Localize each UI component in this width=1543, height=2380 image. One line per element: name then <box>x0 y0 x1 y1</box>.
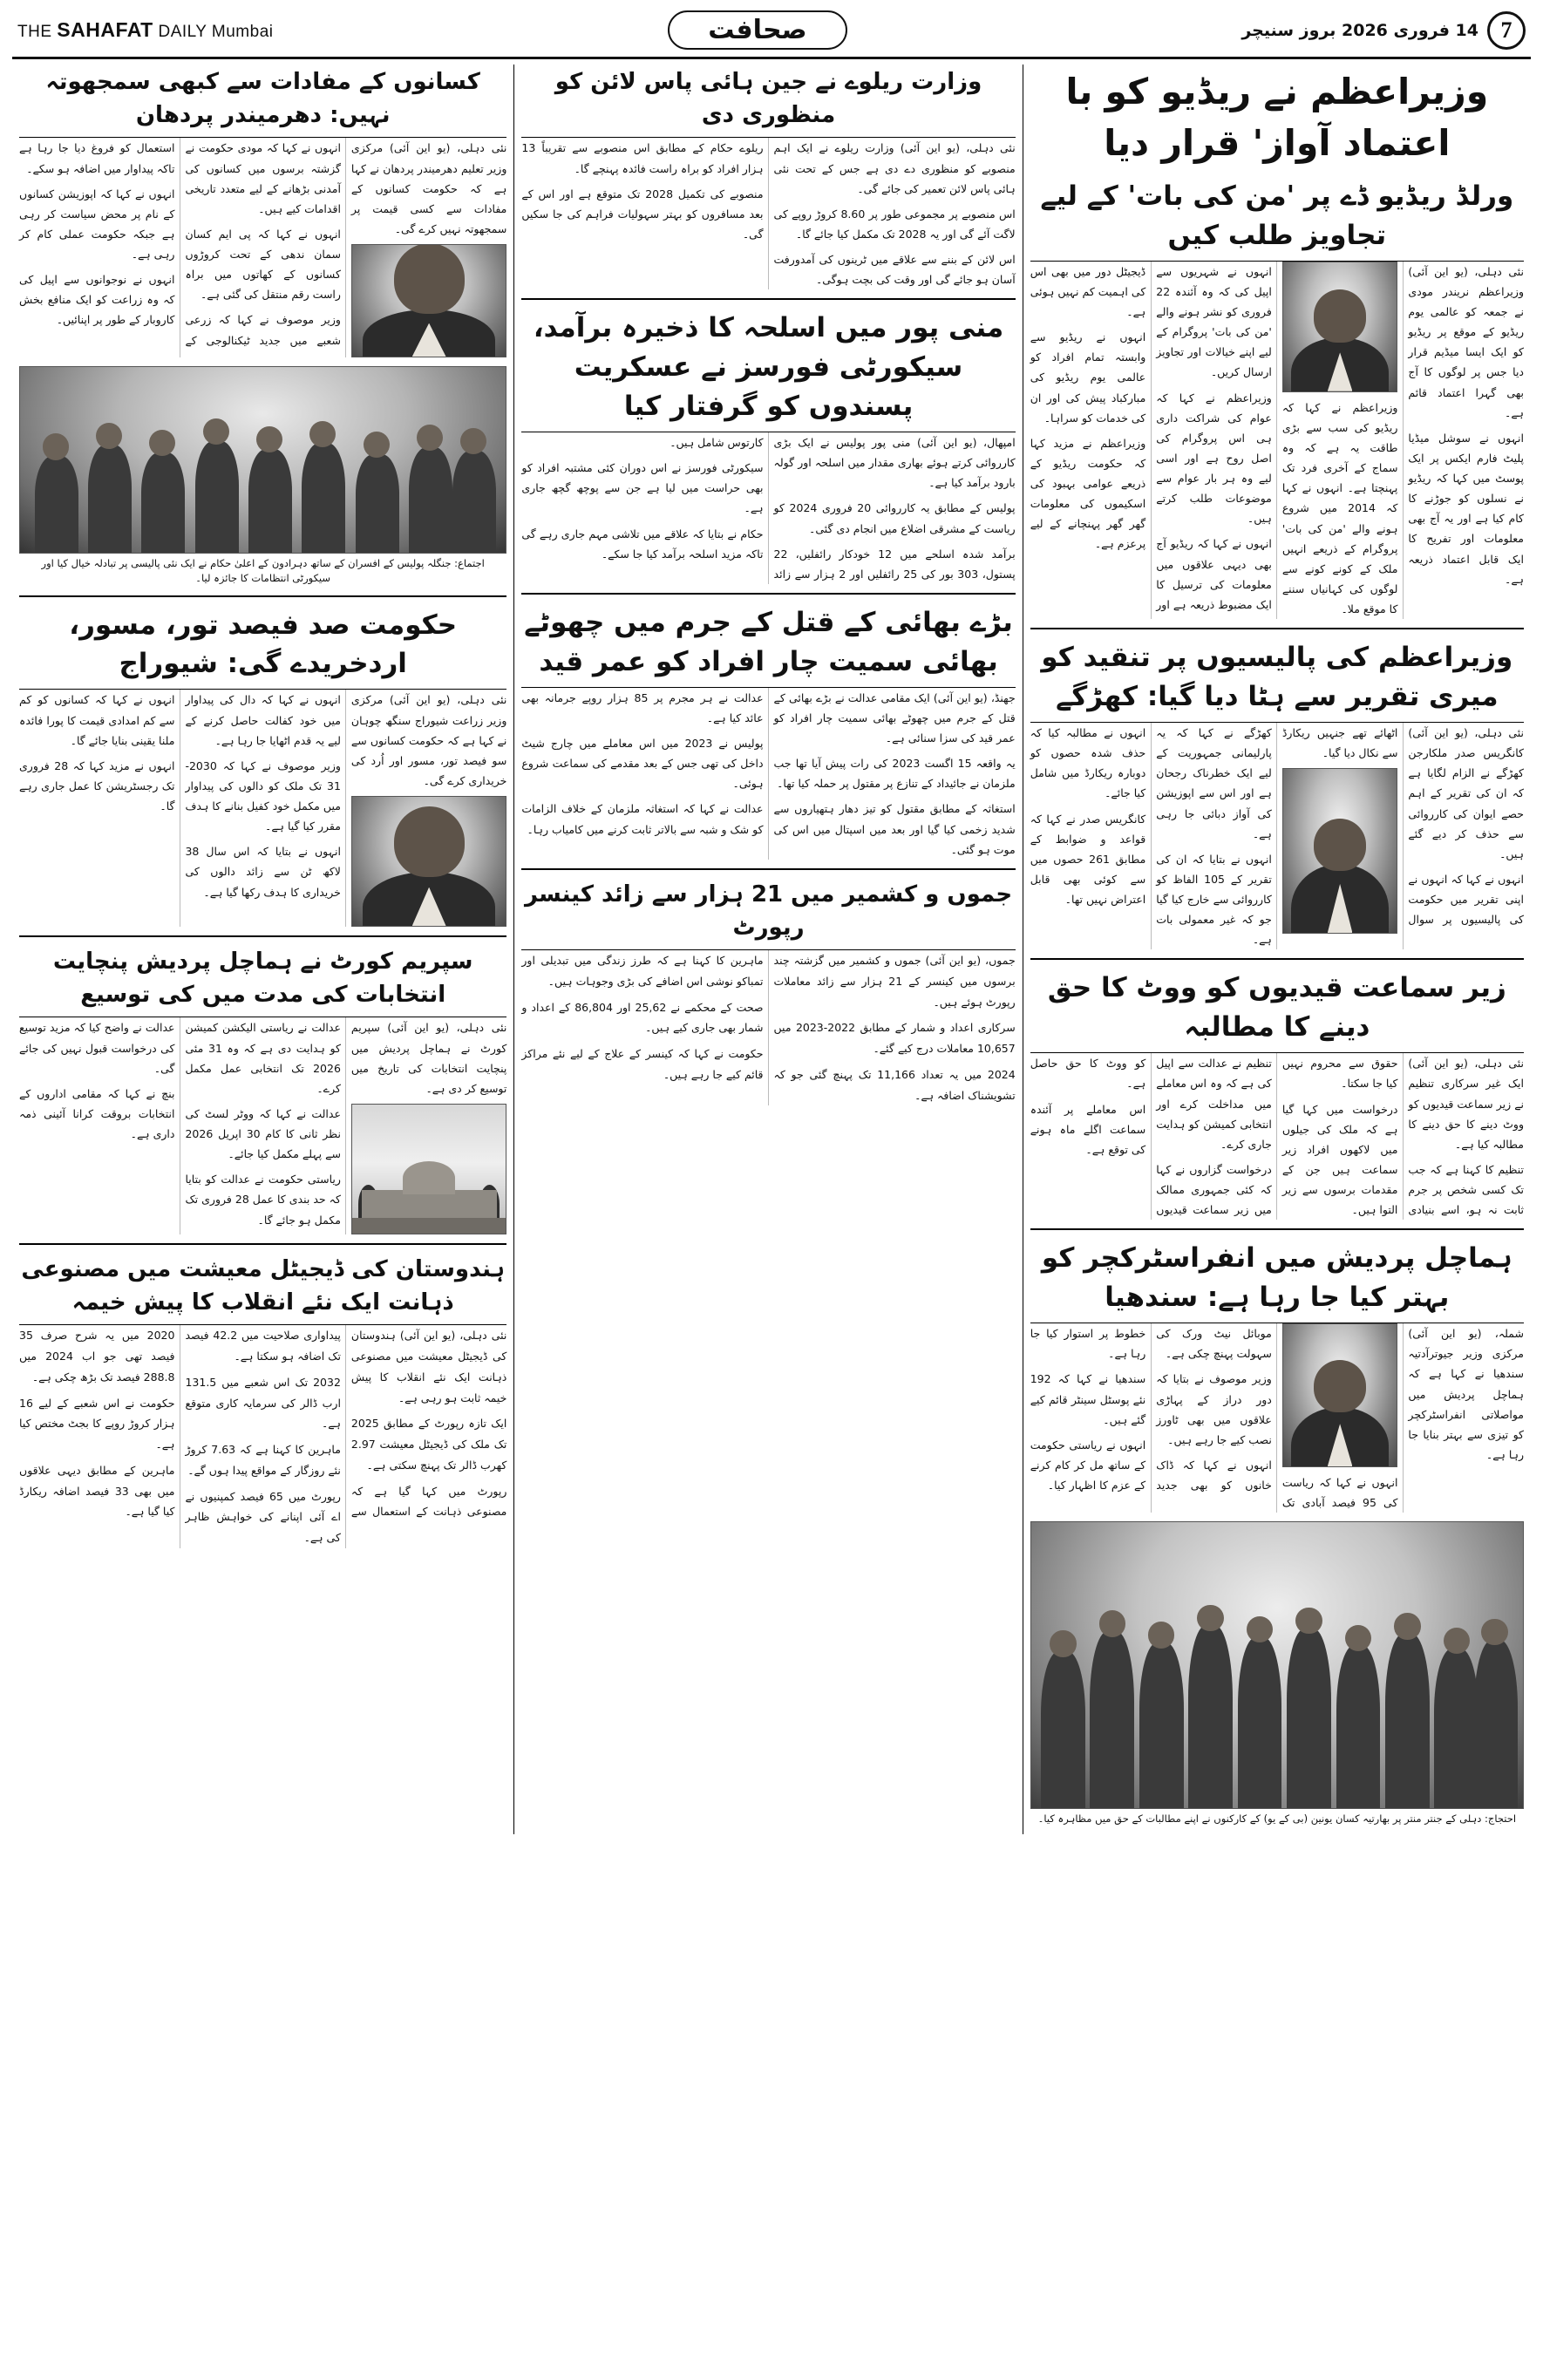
photo-modi <box>1282 262 1398 392</box>
photo-kharge-wrap <box>1282 768 1398 934</box>
para: عدالت نے ہر مجرم پر 85 ہزار روپے جرمانہ بھی عائد کیا ہے۔ <box>521 690 764 724</box>
para: تنظیم نے عدالت سے اپیل کی ہے کہ وہ اس معاملے میں مداخلت کرے اور انتخابی کمیشن کو ہدایت جاری کرے۔ <box>1156 1057 1272 1151</box>
para: نئی دہلی، (یو این آئی) ہندوستان کی ڈیجیٹل معیشت میں مصنوعی ذہانت ایک نئے انقلاب کا پیش خیمہ ثابت ہو رہی ہے۔ <box>350 1329 507 1404</box>
para: انہوں نے مطالبہ کیا کہ حذف شدہ حصوں کو دوبارہ ریکارڈ میں شامل کیا جائے۔ <box>1030 726 1146 800</box>
masthead <box>12 9 1531 59</box>
para: نئی دہلی، (یو این آئی) مرکزی وزیر زراعت شیوراج سنگھ چوہان نے کہا ہے کہ حکومت کسانوں سے سو فیصد تور، مسور اور اُرد کی خریداری کرے گی۔ <box>350 693 507 787</box>
subhead-radio: ورلڈ ریڈیو ڈے پر 'من کی بات' کے لیے تجاویز طلب کیں <box>1030 175 1524 262</box>
para: ماہرین کا کہنا ہے کہ طرز زندگی میں تبدیلی اور تمباکو نوشی اس اضافے کی بڑی وجوہات ہیں۔ <box>521 954 764 988</box>
caption-press-conf: اجتماع: جنگلہ پولیس کے افسران کے ساتھ دہرادون کے اعلیٰ حکام نے ایک نئی پالیسی پر تبادلہ خیال کیا اور سیکورٹی انتظامات کا جائزہ لیا۔ <box>41 557 485 585</box>
para: انہوں نے نوجوانوں سے اپیل کی کہ وہ زراعت کو ایک منافع بخش کاروبار کے طور پر اپنائیں۔ <box>19 273 175 327</box>
headline-kisan: کسانوں کے مفادات سے کبھی سمجھوتہ نہیں: دھرمیندر پردھان <box>19 65 506 138</box>
masthead-logo <box>668 10 846 50</box>
page-number: 7 <box>1487 11 1526 50</box>
article-prisoners <box>1030 967 1524 1220</box>
para: وزیر موصوف نے کہا کہ 2030-31 تک ملک کو دالوں کی پیداوار میں مکمل خود کفیل بنانے کا ہدف مقرر کیا گیا ہے۔ <box>185 758 341 833</box>
para: ریاستی حکومت نے عدالت کو بتایا کہ حد بندی کا عمل 28 فروری تک مکمل ہو جائے گا۔ <box>185 1173 341 1227</box>
para: رپورٹ میں 65 فیصد کمپنیوں نے اے آئی اپنانے کی خواہش ظاہر کی ہے۔ <box>185 1489 341 1544</box>
photo-protest-wrap <box>1030 1521 1524 1828</box>
article-supreme-court <box>19 944 506 1234</box>
para: وزیر موصوف نے کہا کہ زرعی شعبے میں جدید ٹیکنالوجی کے استعمال کو فروغ دیا جا رہا ہے تاکہ پیداوار میں اضافہ ہو سکے۔ <box>19 141 341 347</box>
headline-prisoners: زیر سماعت قیدیوں کو ووٹ کا حق دینے کا مطالبہ <box>1030 967 1524 1053</box>
column-left <box>12 65 513 1834</box>
para: 2024 میں یہ تعداد 11,166 تک پہنچ گئی جو کہ تشویشناک اضافہ ہے۔ <box>773 1067 1016 1102</box>
para: انہوں نے کہا کہ دال کی پیداوار میں خود کفالت حاصل کرنے کے لیے یہ قدم اٹھایا جا رہا ہے۔ <box>185 693 341 747</box>
body-murder <box>521 688 1015 860</box>
headline-jk-cancer: جموں و کشمیر میں 21 ہزار سے زائد کینسر رپورٹ <box>521 877 1015 950</box>
title-post: DAILY Mumbai <box>158 23 274 41</box>
photo-pradhan <box>351 244 506 357</box>
para: جموں، (یو این آئی) جموں و کشمیر میں گزشتہ چند برسوں میں کینسر کے 21 ہزار سے زائد معاملات رپورٹ ہوئے ہیں۔ <box>773 954 1016 1009</box>
body-supreme-court <box>19 1017 506 1234</box>
body-railway <box>521 138 1015 289</box>
para: سرکاری اعداد و شمار کے مطابق 2022-2023 میں 10,657 معاملات درج کیے گئے۔ <box>773 1021 1016 1056</box>
photo-protest <box>1030 1521 1524 1809</box>
headline-scindia: ہماچل پردیش میں انفراسٹرکچر کو بہتر کیا جا رہا ہے: سندھیا <box>1030 1237 1524 1323</box>
para: پولیس نے 2023 میں اس معاملے میں چارج شیٹ داخل کی تھی جس کے بعد مقدمے کی سماعت شروع ہوئی۔ <box>521 737 764 791</box>
para: انہوں نے ریاستی حکومت کے ساتھ مل کر کام کرنے کے عزم کا اظہار کیا۔ <box>1030 1438 1146 1492</box>
para: وزیراعظم نے کہا کہ عوام کی شراکت داری ہی اس پروگرام کی اصل روح ہے اور اسی لیے وہ ہر بار عوام سے موضوعات طلب کرتے ہیں۔ <box>1156 391 1272 526</box>
para: نئی دہلی، (یو این آئی) وزیراعظم نریندر مودی نے جمعہ کو عالمی یوم ریڈیو کے موقع پر ریڈیو کو ایک ایسا میڈیم قرار دیا جس پر لوگوں کا آج بھی گہرا اعتماد قائم ہے۔ <box>1408 264 1524 419</box>
article-murder <box>521 602 1015 860</box>
photo-shivraj-wrap <box>351 796 506 927</box>
body-kisan <box>19 138 506 357</box>
body-prisoners <box>1030 1053 1524 1220</box>
para: انہوں نے کہا کہ پی ایم کسان سمان ندھی کے تحت کروڑوں کسانوں کے کھاتوں میں براہ راست رقم منتقل کی گئی ہے۔ <box>185 227 341 302</box>
issue-date: 14 فروری 2026 بروز سنیچر <box>1241 20 1478 40</box>
body-radio <box>1030 262 1524 619</box>
article-scindia <box>1030 1237 1524 1513</box>
para: برآمد شدہ اسلحے میں 12 خودکار رائفلیں، 22 پستول، 303 بور کی 25 رائفلیں اور 2 ہزار سے زائد کارتوس شامل ہیں۔ <box>670 436 1016 581</box>
para: انہوں نے بتایا کہ ان کی تقریر کے 105 الفاظ کو کارروائی سے خارج کیا گیا جو کہ غیر معمولی بات ہے۔ <box>1156 852 1272 947</box>
title-pre: THE <box>17 23 52 41</box>
para: اس لائن کے بننے سے علاقے میں ٹرینوں کی آمدورفت آسان ہو جائے گی اور وقت کی بچت ہوگی۔ <box>773 253 1016 287</box>
para: انہوں نے کہا کہ اپوزیشن کسانوں کے نام پر محض سیاست کر رہی ہے جبکہ حکومت عملی کام کر رہی ہے۔ <box>19 187 175 261</box>
para: سندھیا نے کہا کہ 192 نئے پوسٹل سینٹر قائم کیے گئے ہیں۔ <box>1030 1372 1146 1426</box>
photo-shivraj <box>351 796 506 927</box>
photo-court-wrap <box>351 1104 506 1234</box>
para: تنظیم کا کہنا ہے کہ جب تک کسی شخص پر جرم ثابت نہ ہو، اسے بنیادی حقوق سے محروم نہیں کیا جا سکتا۔ <box>1281 1057 1524 1217</box>
body-manipur <box>521 432 1015 584</box>
para: اس منصوبے پر مجموعی طور پر 8.60 کروڑ روپے کی لاگت آئے گی اور یہ 2028 تک مکمل کیا جائے گا۔ <box>773 207 1016 241</box>
para: ایک تازہ رپورٹ کے مطابق 2025 تک ملک کی ڈیجیٹل معیشت 2.97 کھرب ڈالر تک پہنچ سکتی ہے۔ <box>350 1417 507 1472</box>
para: کھڑگے نے کہا کہ یہ پارلیمانی جمہوریت کے لیے ایک خطرناک رجحان ہے اور اس سے اپوزیشن کی آواز دبائی جا رہی ہے۔ <box>1156 726 1272 840</box>
para: انہوں نے کہا کہ ڈاک خانوں کو بھی جدید خطوط پر استوار کیا جا رہا ہے۔ <box>1030 1327 1272 1492</box>
para: انہوں نے کہا کہ ریاست کی 95 فیصد آبادی تک موبائل نیٹ ورک کی سہولت پہنچ چکی ہے۔ <box>1156 1327 1398 1510</box>
masthead-left <box>17 18 273 42</box>
para: نئی دہلی، (یو این آئی) سپریم کورٹ نے ہماچل پردیش میں پنچایت انتخابات کی تاریخ میں توسیع کر دی ہے۔ <box>350 1021 507 1095</box>
photo-modi-wrap <box>1282 262 1398 392</box>
para: انہوں نے شہریوں سے اپیل کی کہ وہ آئندہ 22 فروری کو نشر ہونے والے 'من کی بات' پروگرام کے لیے اپنے خیالات اور تجاویز ارسال کریں۔ <box>1156 264 1272 379</box>
headline-digital-economy: ہندوستان کی ڈیجیٹل معیشت میں مصنوعی ذہانت ایک نئے انقلاب کا پیش خیمہ <box>19 1252 506 1325</box>
para: رپورٹ میں کہا گیا ہے کہ مصنوعی ذہانت کے استعمال سے پیداواری صلاحیت میں 42.2 فیصد تک اضافہ ہو سکتا ہے۔ <box>185 1329 507 1519</box>
para: سیکورٹی فورسز نے اس دوران کئی مشتبہ افراد کو بھی حراست میں لیا ہے جن سے پوچھ گچھ جاری ہے۔ <box>521 461 764 515</box>
masthead-right <box>1241 11 1526 50</box>
column-right <box>1023 65 1531 1834</box>
article-jk-cancer <box>521 877 1015 1106</box>
para: استغاثہ کے مطابق مقتول کو تیز دھار ہتھیاروں سے شدید زخمی کیا گیا اور بعد میں اسپتال میں اس کی موت ہو گئی۔ <box>773 802 1016 856</box>
publication-logo: صحافت <box>668 10 846 50</box>
body-kharge <box>1030 723 1524 949</box>
publication-english-title <box>17 18 273 42</box>
headline-railway: وزارت ریلوے نے جین ہائی پاس لائن کو منظوری دی <box>521 65 1015 138</box>
para: شملہ، (یو این آئی) مرکزی وزیر جیوترآدتیہ سندھیا نے کہا ہے کہ ہماچل پردیش میں مواصلاتی انفراسٹرکچر کو تیزی سے بہتر بنایا جا رہا ہے۔ <box>1408 1327 1524 1461</box>
para: ماہرین کا کہنا ہے کہ 7.63 کروڑ نئے روزگار کے مواقع پیدا ہوں گے۔ <box>185 1443 341 1477</box>
para: عدالت نے کہا کہ استغاثہ ملزمان کے خلاف الزامات کو شک و شبہ سے بالاتر ثابت کرنے میں کامیاب رہا۔ <box>521 802 764 836</box>
headline-murder: بڑے بھائی کے قتل کے جرم میں چھوٹے بھائی سمیت چار افراد کو عمر قید <box>521 602 1015 688</box>
article-digital-economy <box>19 1252 506 1548</box>
para: نئی دہلی، (یو این آئی) ایک غیر سرکاری تنظیم نے زیر سماعت قیدیوں کو ووٹ دینے کا حق دینے کا مطالبہ کیا ہے۔ <box>1408 1057 1524 1151</box>
para: انہوں نے ریڈیو سے وابستہ تمام افراد کو عالمی یوم ریڈیو کی مبارکباد پیش کی اور ان کی خدمات کو سراہا۔ <box>1030 330 1146 425</box>
photo-kharge <box>1282 768 1398 934</box>
headline-manipur: منی پور میں اسلحہ کا ذخیرہ برآمد، سیکورٹی فورسز نے عسکریت پسندوں کو گرفتار کیا <box>521 307 1015 432</box>
para: منصوبے کی تکمیل 2028 تک متوقع ہے اور اس کے بعد مسافروں کو بہتر سہولیات فراہم کی جا سکیں گی۔ <box>521 187 764 241</box>
para: پولیس کے مطابق یہ کارروائی 20 فروری 2024 کو ریاست کے مشرقی اضلاع میں انجام دی گئی۔ <box>773 501 1016 535</box>
headline-radio: وزیراعظم نے ریڈیو کو با اعتماد آواز' قرار دیا <box>1065 71 1489 165</box>
para: انہوں نے کہا کہ کسانوں کو کم سے کم امدادی قیمت کا پورا فائدہ ملنا یقینی بنایا جائے گا۔ <box>19 693 175 747</box>
para: یہ واقعہ 15 اگست 2023 کی رات پیش آیا تھا جب ملزمان نے جائیداد کے تنازع پر مقتول پر حملہ کیا تھا۔ <box>773 757 1016 791</box>
photo-press-conf-wrap <box>19 366 506 588</box>
para: نئی دہلی، (یو این آئی) کانگریس صدر ملکارجن کھڑگے نے الزام لگایا ہے کہ ان کی تقریر کے اہم حصے ایوان کی کارروائی سے حذف کر دیے گئے ہیں۔ <box>1408 726 1524 860</box>
para: نئی دہلی، (یو این آئی) وزارت ریلوے نے ایک اہم منصوبے کو منظوری دے دی ہے جس کے تحت نئی ہائی پاس لائن تعمیر کی جائے گی۔ <box>773 141 1016 195</box>
article-radio <box>1030 65 1524 619</box>
caption-protest: احتجاج: دہلی کے جنتر منتر پر بھارتیہ کسان یونین (بی کے یو) کے کارکنوں نے اپنے مطالبات کے حق میں مظاہرہ کیا۔ <box>1037 1812 1517 1826</box>
para: وزیراعظم نے مزید کہا کہ حکومت ریڈیو کے ذریعے عوامی بہبود کی اسکیموں کی معلومات گھر گھر پہنچانے کے لیے پرعزم ہے۔ <box>1030 436 1146 551</box>
para: انہوں نے بتایا کہ اس سال 38 لاکھ ٹن سے زائد دالوں کی خریداری کا ہدف رکھا گیا ہے۔ <box>185 845 341 899</box>
column-middle <box>513 65 1022 1834</box>
para: عدالت نے کہا کہ ووٹر لسٹ کی نظر ثانی کا کام 30 اپریل 2026 سے پہلے مکمل کیا جائے۔ <box>185 1106 341 1161</box>
article-shivraj <box>19 604 506 928</box>
page-grid <box>12 65 1531 1834</box>
para: امپھال، (یو این آئی) منی پور پولیس نے ایک بڑی کارروائی کرتے ہوئے بھاری مقدار میں اسلحہ اور گولہ بارود برآمد کیا ہے۔ <box>773 436 1016 490</box>
photo-supreme-court <box>351 1104 506 1234</box>
para: حکومت نے کہا کہ کینسر کے علاج کے لیے نئے مراکز قائم کیے جا رہے ہیں۔ <box>521 1047 764 1081</box>
article-kharge <box>1030 636 1524 949</box>
para: 2020 میں یہ شرح صرف 35 فیصد تھی جو اب 2024 میں 288.8 فیصد تک بڑھ چکی ہے۔ <box>19 1329 175 1384</box>
para: جھنڈ، (یو این آئی) ایک مقامی عدالت نے بڑے بھائی کے قتل کے جرم میں چھوٹے بھائی سمیت چار افراد کو عمر قید کی سزا سنائی ہے۔ <box>773 690 1016 745</box>
para: کانگریس صدر نے کہا کہ قواعد و ضوابط کے مطابق 261 حصوں میں سے کوئی بھی قابل اعتراض نہیں تھا۔ <box>1030 812 1146 906</box>
para: عدالت نے واضح کیا کہ مزید توسیع کی درخواست قبول نہیں کی جائے گی۔ <box>19 1021 175 1075</box>
para: انہوں نے کہا کہ انہوں نے اپنی تقریر میں حکومت کی پالیسیوں پر سوال اٹھائے تھے جنہیں ریکارڈ سے نکال دیا گیا۔ <box>1281 726 1524 927</box>
para: وزیر موصوف نے بتایا کہ دور دراز کے پہاڑی علاقوں میں بھی ٹاورز نصب کیے جا رہے ہیں۔ <box>1156 1372 1272 1446</box>
article-manipur <box>521 307 1015 584</box>
para: ماہرین کے مطابق دیہی علاقوں میں بھی 33 فیصد اضافہ ریکارڈ کیا گیا ہے۔ <box>19 1463 175 1519</box>
photo-scindia <box>1282 1323 1398 1467</box>
para: انہوں نے مزید کہا کہ 28 فروری تک رجسٹریشن کا عمل جاری رہے گا۔ <box>19 758 175 813</box>
article-railway <box>521 65 1015 289</box>
para: نئی دہلی، (یو این آئی) مرکزی وزیر تعلیم دھرمیندر پردھان نے کہا ہے کہ حکومت کسانوں کے مفادات سے کسی قیمت پر سمجھوتہ نہیں کرے گی۔ <box>350 141 507 235</box>
para: انہوں نے سوشل میڈیا پلیٹ فارم ایکس پر ایک پوسٹ میں کہا کہ ریڈیو نے نسلوں کو جوڑنے کا کام کیا ہے اور یہ آج بھی معلومات اور تفریح کا ایک قابل اعتماد ذریعہ ہے۔ <box>1408 431 1524 586</box>
para: حکومت نے اس شعبے کے لیے 16 ہزار کروڑ روپے کا بجٹ مختص کیا ہے۔ <box>19 1396 175 1451</box>
para: ریلوے حکام کے مطابق اس منصوبے سے تقریباً 13 ہزار افراد کو براہ راست فائدہ پہنچے گا۔ <box>521 141 764 175</box>
para: انہوں نے کہا کہ ریڈیو آج بھی دیہی علاقوں میں معلومات کی ترسیل کا ایک مضبوط ذریعہ ہے اور ڈیجیٹل دور میں بھی اس کی اہمیت کم نہیں ہوئی ہے۔ <box>1030 264 1272 611</box>
headline-shivraj: حکومت صد فیصد تور، مسور، اردخریدے گی: شیوراج <box>19 604 506 690</box>
body-digital-economy <box>19 1325 506 1548</box>
para: بنچ نے کہا کہ مقامی اداروں کے انتخابات بروقت کرانا آئینی ذمہ داری ہے۔ <box>19 1086 175 1140</box>
photo-press-conf <box>19 366 506 554</box>
headline-supreme-court: سپریم کورٹ نے ہماچل پردیش پنچایت انتخابات کی مدت میں کی توسیع <box>19 944 506 1017</box>
body-shivraj <box>19 690 506 927</box>
body-scindia <box>1030 1323 1524 1513</box>
para: صحت کے محکمے نے 25,62 اور 86,804 کے اعداد و شمار بھی جاری کیے ہیں۔ <box>521 1000 764 1035</box>
para: اس معاملے پر آئندہ سماعت اگلے ماہ ہونے کی توقع ہے۔ <box>1030 1102 1146 1156</box>
title-main: SAHAFAT <box>57 18 153 41</box>
photo-pradhan-wrap <box>351 244 506 357</box>
para: انہوں نے کہا کہ مودی حکومت نے گزشتہ برسوں میں کسانوں کی آمدنی بڑھانے کے لیے متعدد تاریخی اقدامات کیے ہیں۔ <box>185 141 341 215</box>
headline-kharge: وزیراعظم کی پالیسیوں پر تنقید کو میری تقریر سے ہٹا دیا گیا: کھڑگے <box>1030 636 1524 723</box>
para: درخواست میں کہا گیا ہے کہ ملک کی جیلوں میں لاکھوں افراد زیر سماعت ہیں جن کے مقدمات برسوں سے زیر التوا ہیں۔ <box>1281 1102 1398 1217</box>
para: حکام نے بتایا کہ علاقے میں تلاشی مہم جاری رہے گی تاکہ مزید اسلحہ برآمد کیا جا سکے۔ <box>521 527 764 561</box>
para: عدالت نے ریاستی الیکشن کمیشن کو ہدایت دی ہے کہ وہ 31 مئی 2026 تک انتخابی عمل مکمل کرے۔ <box>185 1021 341 1095</box>
photo-scindia-wrap <box>1282 1323 1398 1467</box>
article-kisan <box>19 65 506 357</box>
para: وزیراعظم نے کہا کہ ریڈیو کی سب سے بڑی طاقت یہ ہے کہ وہ سماج کے آخری فرد تک پہنچتا ہے۔ انہوں نے کہا کہ 2014 میں شروع ہونے والے 'من کی بات' پروگرام کے ذریعے انہیں ملک کے کونے کونے سے لوگوں کی کہانیاں سننے کا موقع ملا۔ <box>1281 400 1398 615</box>
para: 2032 تک اس شعبے میں 131.5 ارب ڈالر کی سرمایہ کاری متوقع ہے۔ <box>185 1375 341 1431</box>
body-jk-cancer <box>521 950 1015 1105</box>
para: درخواست گزاروں نے کہا کہ کئی جمہوری ممالک میں زیر سماعت قیدیوں کو ووٹ کا حق حاصل ہے۔ <box>1030 1057 1272 1217</box>
